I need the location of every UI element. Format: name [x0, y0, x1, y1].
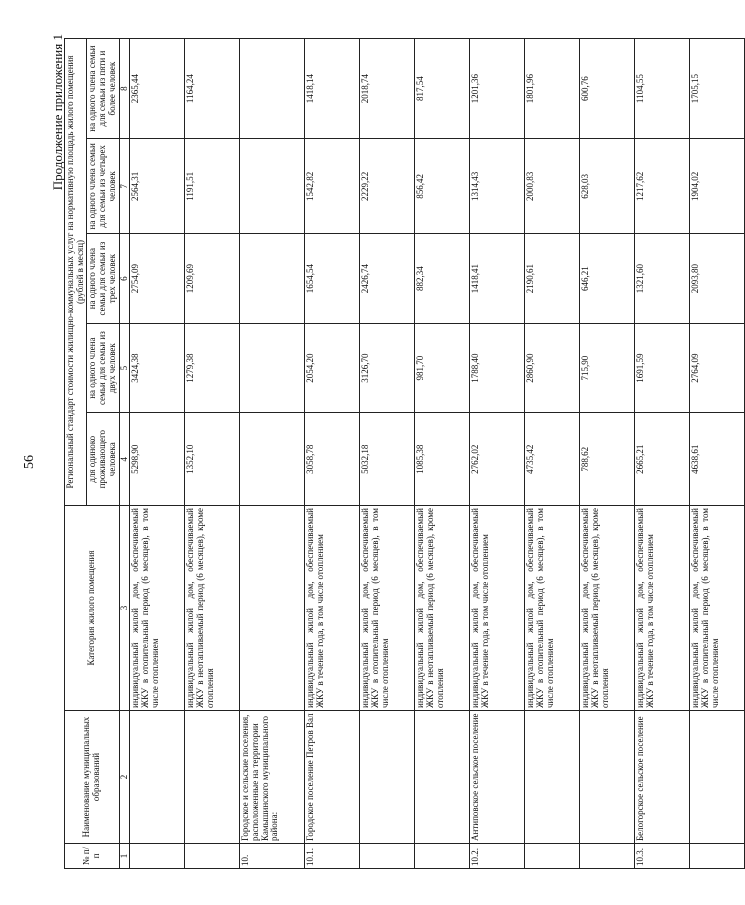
value-cell: 2426,74	[360, 234, 415, 323]
value-cell: 2754,09	[130, 234, 185, 323]
value-cell: 1321,60	[635, 234, 690, 323]
col-index: 2	[119, 711, 130, 844]
value-cell: 2054,20	[305, 323, 360, 413]
housing-category: индивидуальный жилой дом, обеспечиваемый ЖКУ в течение года, в том числе отоплением	[305, 506, 360, 711]
value-cell: 1418,14	[305, 39, 360, 139]
header-name: Наименование муниципальных образований	[65, 711, 120, 844]
value-cell: 882,34	[415, 234, 470, 323]
value-cell: 1542,82	[305, 139, 360, 234]
municipality-name	[360, 711, 415, 844]
row-number	[360, 844, 415, 869]
table-row	[635, 39, 690, 869]
table-row	[470, 39, 525, 869]
table-row	[240, 39, 305, 869]
value-cell: 715,90	[580, 323, 635, 413]
row-number	[690, 844, 745, 869]
value-cell: 1691,59	[635, 323, 690, 413]
value-cell: 2564,31	[130, 139, 185, 234]
value-cell: 2018,74	[360, 39, 415, 139]
value-cell: 2093,80	[690, 234, 745, 323]
table-row	[525, 39, 580, 869]
table-row	[690, 39, 745, 869]
tariff-table	[64, 38, 745, 869]
value-cell: 2762,02	[470, 413, 525, 506]
row-number	[580, 844, 635, 869]
header-sub-3: на одного члена семьи для семьи из трех человек	[87, 234, 119, 323]
table-row	[130, 39, 185, 869]
table-row	[415, 39, 470, 869]
row-number: 10.	[240, 844, 305, 869]
row-number	[130, 844, 185, 869]
value-cell: 5032,18	[360, 413, 415, 506]
housing-category: индивидуальный жилой дом, обеспечиваемый ЖКУ в отопительный период (6 месяцев), в том числе отоплением	[130, 506, 185, 711]
value-cell: 1085,38	[415, 413, 470, 506]
housing-category: индивидуальный жилой дом, обеспечиваемый ЖКУ в неотапливаемый период (6 месяцев), кроме отопления	[415, 506, 470, 711]
municipality-name	[690, 711, 745, 844]
value-cell: 2764,09	[690, 323, 745, 413]
header-standard: Региональный стандарт стоимости жилищно-коммунальных услуг на нормативную площадь жилого помещения (рублей в месяц)	[65, 39, 87, 506]
municipality-name	[185, 711, 240, 844]
value-cell	[240, 234, 305, 323]
value-cell: 2860,90	[525, 323, 580, 413]
row-number: 10.2.	[470, 844, 525, 869]
value-cell: 646,21	[580, 234, 635, 323]
value-cell: 600,76	[580, 39, 635, 139]
col-index: 3	[119, 506, 130, 711]
col-index: 7	[119, 139, 130, 234]
value-cell: 3058,78	[305, 413, 360, 506]
value-cell: 628,03	[580, 139, 635, 234]
header-sub-4: на одного члена семьи для семьи из четырех человек	[87, 139, 119, 234]
table-row	[305, 39, 360, 869]
housing-category: индивидуальный жилой дом, обеспечиваемый ЖКУ в неотапливаемый период (6 месяцев), кроме отопления	[580, 506, 635, 711]
header-sub-1: для одиноко проживающего человека	[87, 413, 119, 506]
value-cell: 3126,70	[360, 323, 415, 413]
housing-category: индивидуальный жилой дом, обеспечиваемый ЖКУ в отопительный период (6 месяцев), в том числе отоплением	[360, 506, 415, 711]
value-cell: 856,42	[415, 139, 470, 234]
table-row	[580, 39, 635, 869]
value-cell: 1217,62	[635, 139, 690, 234]
value-cell: 1352,10	[185, 413, 240, 506]
header-sub-2: на одного члена семьи для семьи из двух человек	[87, 323, 119, 413]
value-cell: 1705,15	[690, 39, 745, 139]
municipality-name	[525, 711, 580, 844]
header-no: № п/п	[65, 844, 120, 869]
value-cell: 1904,02	[690, 139, 745, 234]
municipality-name: Городское поселение Петров Вал	[305, 711, 360, 844]
municipality-name: Городское и сельские поселения, расположенные на территории Камышинского муниципального района:	[240, 711, 305, 844]
row-number	[415, 844, 470, 869]
municipality-name	[415, 711, 470, 844]
housing-category: индивидуальный жилой дом, обеспечиваемый ЖКУ в течение года, в том числе отоплением	[635, 506, 690, 711]
value-cell: 4735,42	[525, 413, 580, 506]
header-sub-5: на одного члена семьи для семьи из пяти и более человек	[87, 39, 119, 139]
col-index: 1	[119, 844, 130, 869]
value-cell: 1788,40	[470, 323, 525, 413]
value-cell: 1418,41	[470, 234, 525, 323]
value-cell: 1279,38	[185, 323, 240, 413]
housing-category: индивидуальный жилой дом, обеспечиваемый ЖКУ в неотапливаемый период (6 месяцев), кроме отопления	[185, 506, 240, 711]
col-index: 6	[119, 234, 130, 323]
value-cell: 2229,22	[360, 139, 415, 234]
value-cell	[240, 139, 305, 234]
value-cell: 2365,44	[130, 39, 185, 139]
row-number	[185, 844, 240, 869]
value-cell: 1801,96	[525, 39, 580, 139]
value-cell: 2000,83	[525, 139, 580, 234]
housing-category: индивидуальный жилой дом, обеспечиваемый ЖКУ в отопительный период (6 месяцев), в том числе отоплением	[525, 506, 580, 711]
appendix-note: Продолжение приложения 1	[50, 34, 65, 191]
value-cell: 981,70	[415, 323, 470, 413]
value-cell: 817,54	[415, 39, 470, 139]
municipality-name: Белогорское сельское поселение	[635, 711, 690, 844]
value-cell: 1104,55	[635, 39, 690, 139]
value-cell: 4638,61	[690, 413, 745, 506]
housing-category: индивидуальный жилой дом, обеспечиваемый ЖКУ в отопительный период (6 месяцев), в том числе отоплением	[690, 506, 745, 711]
housing-category	[240, 506, 305, 711]
value-cell: 1201,36	[470, 39, 525, 139]
table-row	[360, 39, 415, 869]
row-number: 10.3.	[635, 844, 690, 869]
value-cell: 2190,61	[525, 234, 580, 323]
value-cell: 3424,38	[130, 323, 185, 413]
table-row	[185, 39, 240, 869]
value-cell: 2665,21	[635, 413, 690, 506]
value-cell: 5298,90	[130, 413, 185, 506]
value-cell: 1654,54	[305, 234, 360, 323]
municipality-name	[580, 711, 635, 844]
value-cell: 788,62	[580, 413, 635, 506]
value-cell	[240, 413, 305, 506]
housing-category: индивидуальный жилой дом, обеспечиваемый ЖКУ в течение года, в том числе отоплением	[470, 506, 525, 711]
row-number	[525, 844, 580, 869]
value-cell	[240, 39, 305, 139]
header-category: Категория жилого помещения	[65, 506, 120, 711]
column-index-row	[119, 39, 130, 869]
municipality-name	[130, 711, 185, 844]
municipality-name: Антиповское сельское поселение	[470, 711, 525, 844]
row-number: 10.1.	[305, 844, 360, 869]
value-cell: 1314,43	[470, 139, 525, 234]
value-cell: 1191,51	[185, 139, 240, 234]
value-cell	[240, 323, 305, 413]
value-cell: 1164,24	[185, 39, 240, 139]
value-cell: 1209,69	[185, 234, 240, 323]
page-number: 56	[22, 455, 37, 469]
col-index: 8	[119, 39, 130, 139]
col-index: 5	[119, 323, 130, 413]
col-index: 4	[119, 413, 130, 506]
